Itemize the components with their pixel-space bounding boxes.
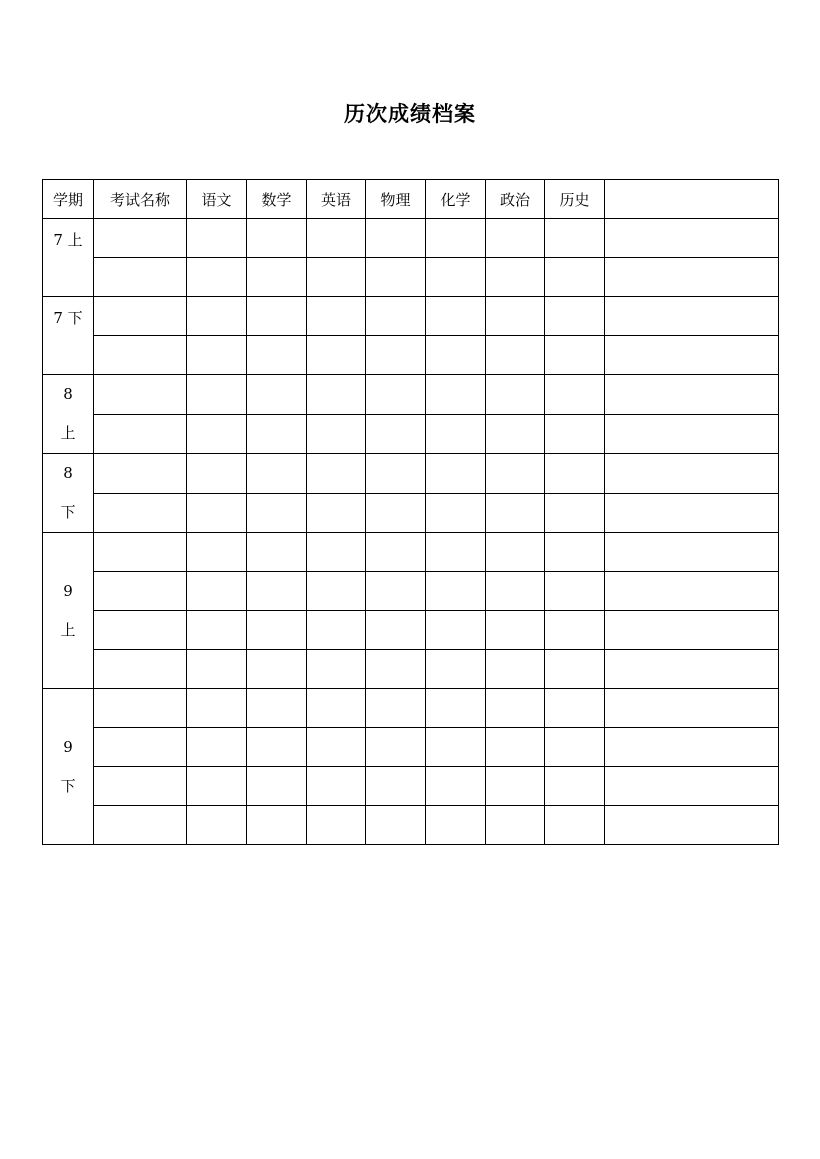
score-cell[interactable] [187, 767, 247, 806]
score-cell[interactable] [247, 767, 307, 806]
score-cell[interactable] [486, 454, 545, 494]
score-cell[interactable] [605, 572, 779, 611]
score-cell[interactable] [247, 572, 307, 611]
score-cell[interactable] [94, 336, 187, 375]
score-cell[interactable] [307, 414, 366, 454]
score-cell[interactable] [187, 375, 247, 415]
score-cell[interactable] [94, 533, 187, 572]
score-cell[interactable] [605, 454, 779, 494]
score-cell[interactable] [605, 533, 779, 572]
score-cell[interactable] [187, 493, 247, 533]
score-cell[interactable] [366, 375, 426, 415]
score-cell[interactable] [366, 806, 426, 845]
score-cell[interactable] [94, 572, 187, 611]
score-cell[interactable] [247, 258, 307, 297]
score-cell[interactable] [307, 336, 366, 375]
header-row [43, 180, 779, 219]
score-cell[interactable] [605, 767, 779, 806]
score-cell[interactable] [426, 258, 486, 297]
table-row [43, 414, 779, 454]
score-cell[interactable] [187, 611, 247, 650]
score-cell[interactable] [247, 611, 307, 650]
score-cell[interactable] [426, 572, 486, 611]
score-cell[interactable] [605, 219, 779, 258]
table-row [43, 650, 779, 689]
term-label: 上 [60, 620, 76, 639]
score-cell[interactable] [486, 611, 545, 650]
score-cell[interactable] [94, 219, 187, 258]
score-cell[interactable] [94, 414, 187, 454]
score-cell[interactable] [247, 689, 307, 728]
page-title: 历次成绩档案 [344, 102, 476, 126]
score-cell[interactable] [605, 258, 779, 297]
score-cell[interactable] [94, 454, 187, 494]
score-cell[interactable] [247, 414, 307, 454]
score-cell[interactable] [426, 650, 486, 689]
score-cell[interactable] [426, 767, 486, 806]
header-cell: 历史 [545, 180, 605, 219]
score-cell[interactable] [426, 533, 486, 572]
term-label: 7 下 [53, 309, 83, 327]
score-cell[interactable] [187, 533, 247, 572]
term-cell [43, 689, 94, 845]
term-label: 下 [60, 503, 76, 521]
score-cell[interactable] [545, 572, 605, 611]
score-cell[interactable] [307, 806, 366, 845]
term-cell [43, 533, 94, 689]
score-cell[interactable] [94, 806, 187, 845]
header-cell [605, 180, 779, 219]
term-label: 9 [63, 581, 73, 600]
score-cell[interactable] [307, 297, 366, 336]
header-cell: 物理 [366, 180, 426, 219]
score-cell[interactable] [366, 336, 426, 375]
score-cell[interactable] [366, 767, 426, 806]
header-cell: 考试名称 [94, 180, 187, 219]
score-cell[interactable] [366, 650, 426, 689]
score-cell[interactable] [486, 533, 545, 572]
score-cell[interactable] [605, 611, 779, 650]
score-cell[interactable] [94, 375, 187, 415]
score-cell[interactable] [426, 728, 486, 767]
score-cell[interactable] [486, 572, 545, 611]
score-cell[interactable] [307, 258, 366, 297]
score-cell[interactable] [187, 454, 247, 494]
table-row [43, 611, 779, 650]
score-cell[interactable] [307, 650, 366, 689]
score-cell[interactable] [94, 493, 187, 533]
term-cell [43, 297, 94, 375]
header-cell: 学期 [43, 180, 94, 219]
score-cell[interactable] [545, 806, 605, 845]
score-cell[interactable] [605, 806, 779, 845]
header-cell: 化学 [426, 180, 486, 219]
table-row [43, 219, 779, 258]
score-cell[interactable] [247, 375, 307, 415]
score-cell[interactable] [545, 533, 605, 572]
score-cell[interactable] [545, 336, 605, 375]
table-row [43, 375, 779, 415]
score-cell[interactable] [545, 414, 605, 454]
score-cell[interactable] [486, 767, 545, 806]
score-cell[interactable] [187, 806, 247, 845]
score-cell[interactable] [187, 414, 247, 454]
score-cell[interactable] [366, 414, 426, 454]
table-row [43, 533, 779, 572]
score-cell[interactable] [247, 219, 307, 258]
score-cell[interactable] [307, 728, 366, 767]
score-cell[interactable] [366, 219, 426, 258]
score-cell[interactable] [426, 454, 486, 494]
score-cell[interactable] [187, 258, 247, 297]
score-cell[interactable] [426, 806, 486, 845]
score-cell[interactable] [486, 650, 545, 689]
score-cell[interactable] [426, 493, 486, 533]
score-cell[interactable] [366, 611, 426, 650]
header-cell: 英语 [307, 180, 366, 219]
score-cell[interactable] [187, 728, 247, 767]
score-cell[interactable] [605, 689, 779, 728]
score-cell[interactable] [307, 493, 366, 533]
score-cell[interactable] [247, 454, 307, 494]
table-row [43, 689, 779, 728]
score-cell[interactable] [545, 375, 605, 415]
score-cell[interactable] [94, 689, 187, 728]
score-cell[interactable] [545, 297, 605, 336]
score-cell[interactable] [307, 572, 366, 611]
score-cell[interactable] [366, 297, 426, 336]
score-cell[interactable] [94, 258, 187, 297]
table-row [43, 336, 779, 375]
score-cell[interactable] [187, 572, 247, 611]
score-cell[interactable] [307, 767, 366, 806]
score-cell[interactable] [605, 297, 779, 336]
score-cell[interactable] [307, 219, 366, 258]
score-cell[interactable] [366, 258, 426, 297]
score-cell[interactable] [486, 336, 545, 375]
header-cell: 政治 [486, 180, 545, 219]
score-cell[interactable] [94, 767, 187, 806]
score-cell[interactable] [426, 689, 486, 728]
score-cell[interactable] [605, 336, 779, 375]
table-row [43, 572, 779, 611]
score-cell[interactable] [187, 297, 247, 336]
score-cell[interactable] [545, 767, 605, 806]
score-cell[interactable] [187, 689, 247, 728]
term-label: 上 [60, 424, 76, 442]
header-cell: 数学 [247, 180, 307, 219]
score-cell[interactable] [366, 572, 426, 611]
score-cell[interactable] [486, 728, 545, 767]
table-row [43, 493, 779, 533]
score-cell[interactable] [605, 414, 779, 454]
score-cell[interactable] [426, 297, 486, 336]
grades-table [42, 179, 779, 845]
score-cell[interactable] [187, 336, 247, 375]
score-cell[interactable] [486, 414, 545, 454]
score-cell[interactable] [366, 728, 426, 767]
score-cell[interactable] [426, 611, 486, 650]
score-cell[interactable] [426, 219, 486, 258]
header-cell: 语文 [187, 180, 247, 219]
table-row [43, 297, 779, 336]
score-cell[interactable] [486, 493, 545, 533]
term-cell [43, 219, 94, 297]
term-cell [43, 454, 94, 533]
table-row [43, 728, 779, 767]
score-cell[interactable] [486, 219, 545, 258]
table-row [43, 258, 779, 297]
score-cell[interactable] [545, 219, 605, 258]
score-cell[interactable] [545, 689, 605, 728]
score-cell[interactable] [307, 454, 366, 494]
score-cell[interactable] [426, 336, 486, 375]
score-cell[interactable] [187, 650, 247, 689]
term-label: 下 [60, 776, 76, 795]
score-cell[interactable] [247, 650, 307, 689]
score-cell[interactable] [545, 493, 605, 533]
score-cell[interactable] [605, 493, 779, 533]
score-cell[interactable] [426, 375, 486, 415]
table-row [43, 767, 779, 806]
score-cell[interactable] [94, 611, 187, 650]
term-label: 8 [63, 464, 73, 482]
table-row [43, 454, 779, 494]
score-cell[interactable] [366, 493, 426, 533]
score-cell[interactable] [545, 611, 605, 650]
score-cell[interactable] [307, 611, 366, 650]
term-cell [43, 375, 94, 454]
score-cell[interactable] [486, 806, 545, 845]
score-cell[interactable] [605, 375, 779, 415]
score-cell[interactable] [247, 493, 307, 533]
score-cell[interactable] [486, 689, 545, 728]
score-cell[interactable] [247, 533, 307, 572]
score-cell[interactable] [545, 258, 605, 297]
term-label: 7 上 [53, 231, 83, 249]
score-cell[interactable] [486, 297, 545, 336]
score-cell[interactable] [94, 650, 187, 689]
score-cell[interactable] [486, 258, 545, 297]
table-row [43, 806, 779, 845]
grades-body [43, 219, 779, 845]
score-cell[interactable] [545, 454, 605, 494]
score-cell[interactable] [307, 533, 366, 572]
score-cell[interactable] [187, 219, 247, 258]
score-cell[interactable] [247, 297, 307, 336]
score-cell[interactable] [605, 728, 779, 767]
score-cell[interactable] [366, 533, 426, 572]
term-label: 8 [63, 385, 73, 403]
term-label: 9 [63, 737, 73, 756]
score-cell[interactable] [545, 728, 605, 767]
score-cell[interactable] [247, 728, 307, 767]
score-cell[interactable] [486, 375, 545, 415]
score-cell[interactable] [247, 806, 307, 845]
score-cell[interactable] [426, 414, 486, 454]
score-cell[interactable] [307, 689, 366, 728]
score-cell[interactable] [94, 728, 187, 767]
score-cell[interactable] [247, 336, 307, 375]
score-cell[interactable] [366, 454, 426, 494]
score-cell[interactable] [605, 650, 779, 689]
score-cell[interactable] [366, 689, 426, 728]
score-cell[interactable] [307, 375, 366, 415]
score-cell[interactable] [545, 650, 605, 689]
score-cell[interactable] [94, 297, 187, 336]
